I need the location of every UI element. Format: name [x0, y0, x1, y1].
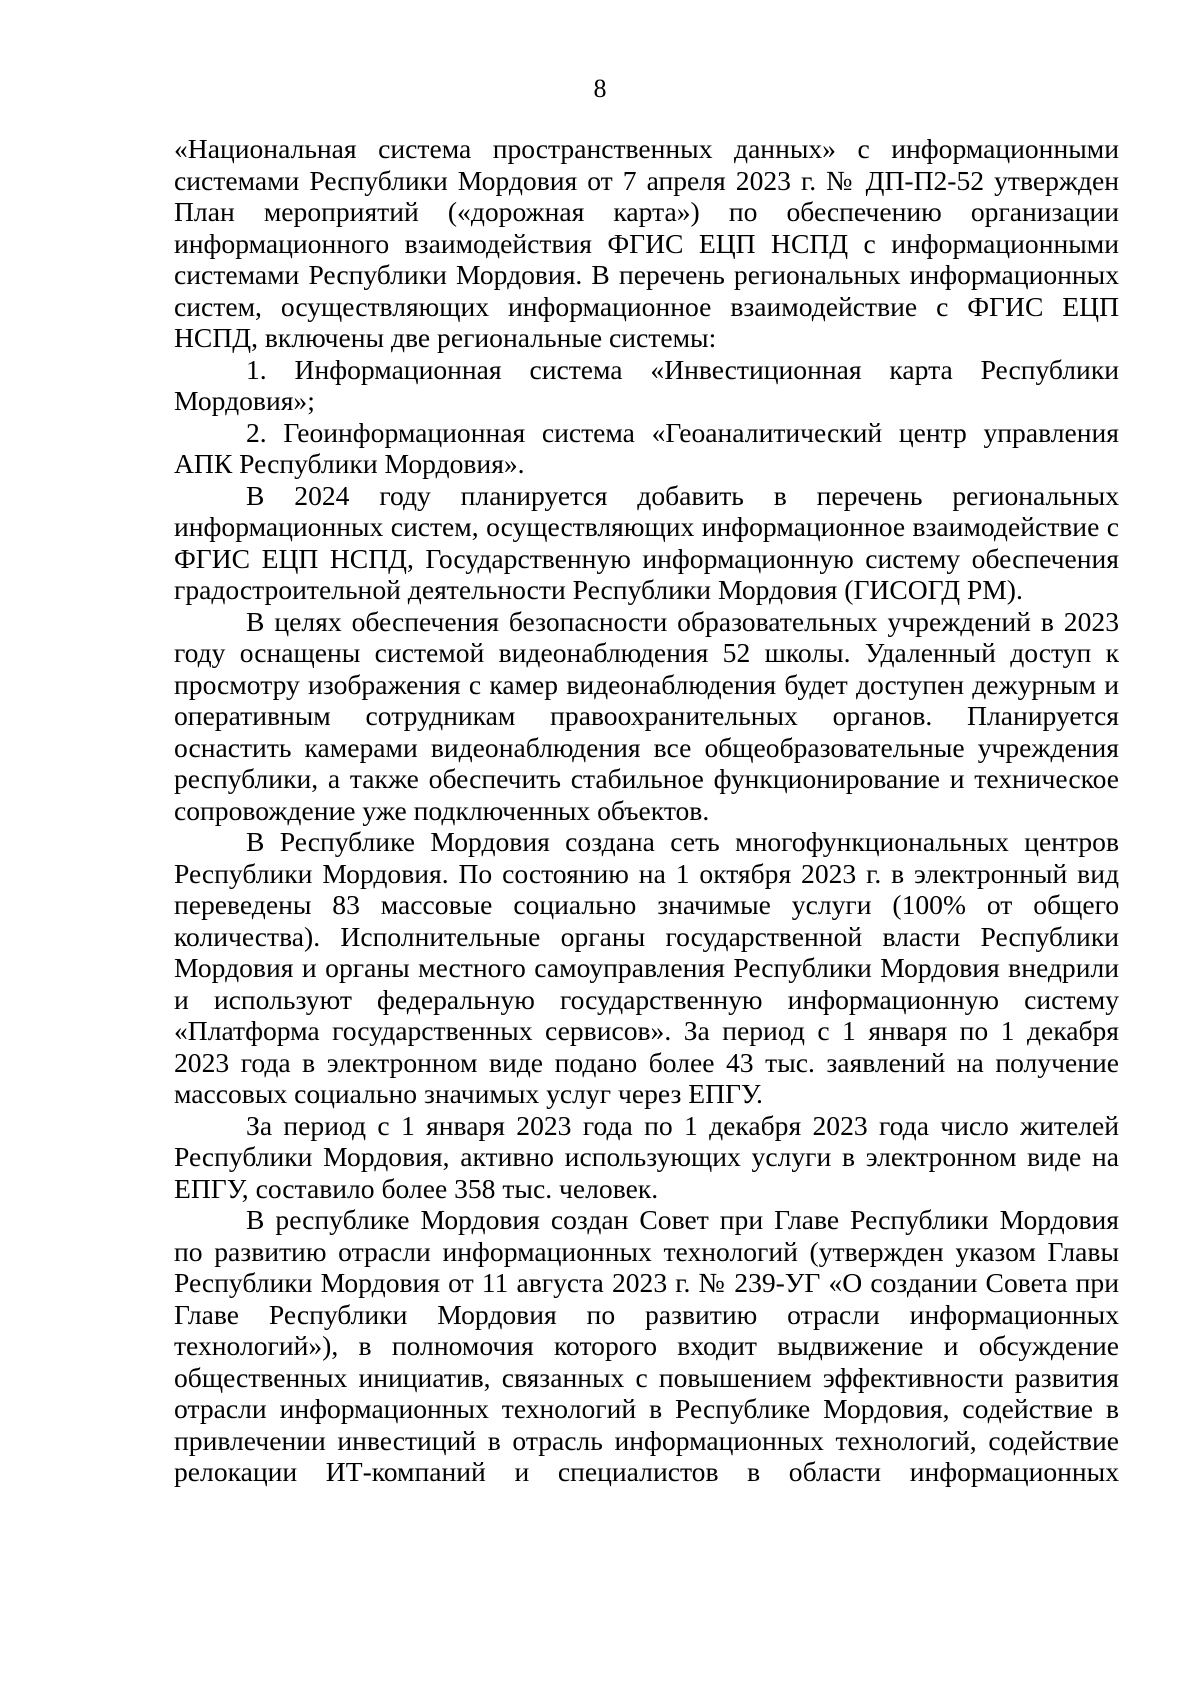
- paragraph-it-council: В республике Мордовия создан Совет при Главе Республики Мордовия по развитию отрасли информационных технологий (утвержден указом Главы Республики Мордовия от 11 августа 2023 г. № 239-УГ «О создании Совета при Главе Республики Мордовия по развитию отрасли информационных технологий»), в полномочия которого входит выдвижение и обсуждение общественных инициатив, связанных с повышением эффективности развития отрасли информационных технологий в Республике Мордовия, содействие в привлечении инвестиций в отрасль информационных технологий, содействие релокации ИТ-компаний и специалистов в области информационных: [174, 1204, 1119, 1487]
- paragraph-mfc-network: В Республике Мордовия создана сеть многофункциональных центров Республики Мордовия. По состоянию на 1 октября 2023 г. в электронный вид переведены 83 массовые социально значимые услуги (100% от общего количества). Исполнительные органы государственной власти Республики Мордовия и органы местного самоуправления Республики Мордовия внедрили и используют федеральную государственную информационную систему «Платформа государственных сервисов». За период с 1 января по 1 декабря 2023 года в электронном виде подано более 43 тыс. заявлений на получение массовых социально значимых услуг через ЕПГУ.: [174, 826, 1119, 1109]
- paragraph-continuation-nspd-roadmap: «Национальная система пространственных данных» с информационными системами Республики Мордовия от 7 апреля 2023 г. № ДП-П2-52 утвержден План мероприятий («дорожная карта») по обеспечению организации информационного взаимодействия ФГИС ЕЦП НСПД с информационными системами Республики Мордовия. В перечень региональных информационных систем, осуществляющих информационное взаимодействие с ФГИС ЕЦП НСПД, включены две региональные системы:: [174, 133, 1119, 353]
- document-body: [174, 133, 1119, 1488]
- paragraph-epgu-users: За период с 1 января 2023 года по 1 декабря 2023 года число жителей Республики Мордовия, активно использующих услуги в электронном виде на ЕПГУ, составило более 358 тыс. человек.: [174, 1109, 1119, 1204]
- paragraph-school-video-surveillance: В целях обеспечения безопасности образовательных учреждений в 2023 году оснащены системой видеонаблюдения 52 школы. Удаленный доступ к просмотру изображения с камер видеонаблюдения будет доступен дежурным и оперативным сотрудникам правоохранительных органов. Планируется оснастить камерами видеонаблюдения все общеобразовательные учреждения республики, а также обеспечить стабильное функционирование и техническое сопровождение уже подключенных объектов.: [174, 605, 1119, 826]
- list-item-investment-map: 1. Информационная система «Инвестиционная карта Республики Мордовия»;: [174, 353, 1119, 416]
- list-item-geoanalytic-center: 2. Геоинформационная система «Геоаналитический центр управления АПК Республики Мордовия».: [174, 416, 1119, 479]
- page-number: 8: [593, 74, 607, 103]
- paragraph-gisogd-plan: В 2024 году планируется добавить в перечень региональных информационных систем, осуществляющих информационное взаимодействие с ФГИС ЕЦП НСПД, Государственную информационную систему обеспечения градостроительной деятельности Республики Мордовия (ГИСОГД РМ).: [174, 479, 1119, 605]
